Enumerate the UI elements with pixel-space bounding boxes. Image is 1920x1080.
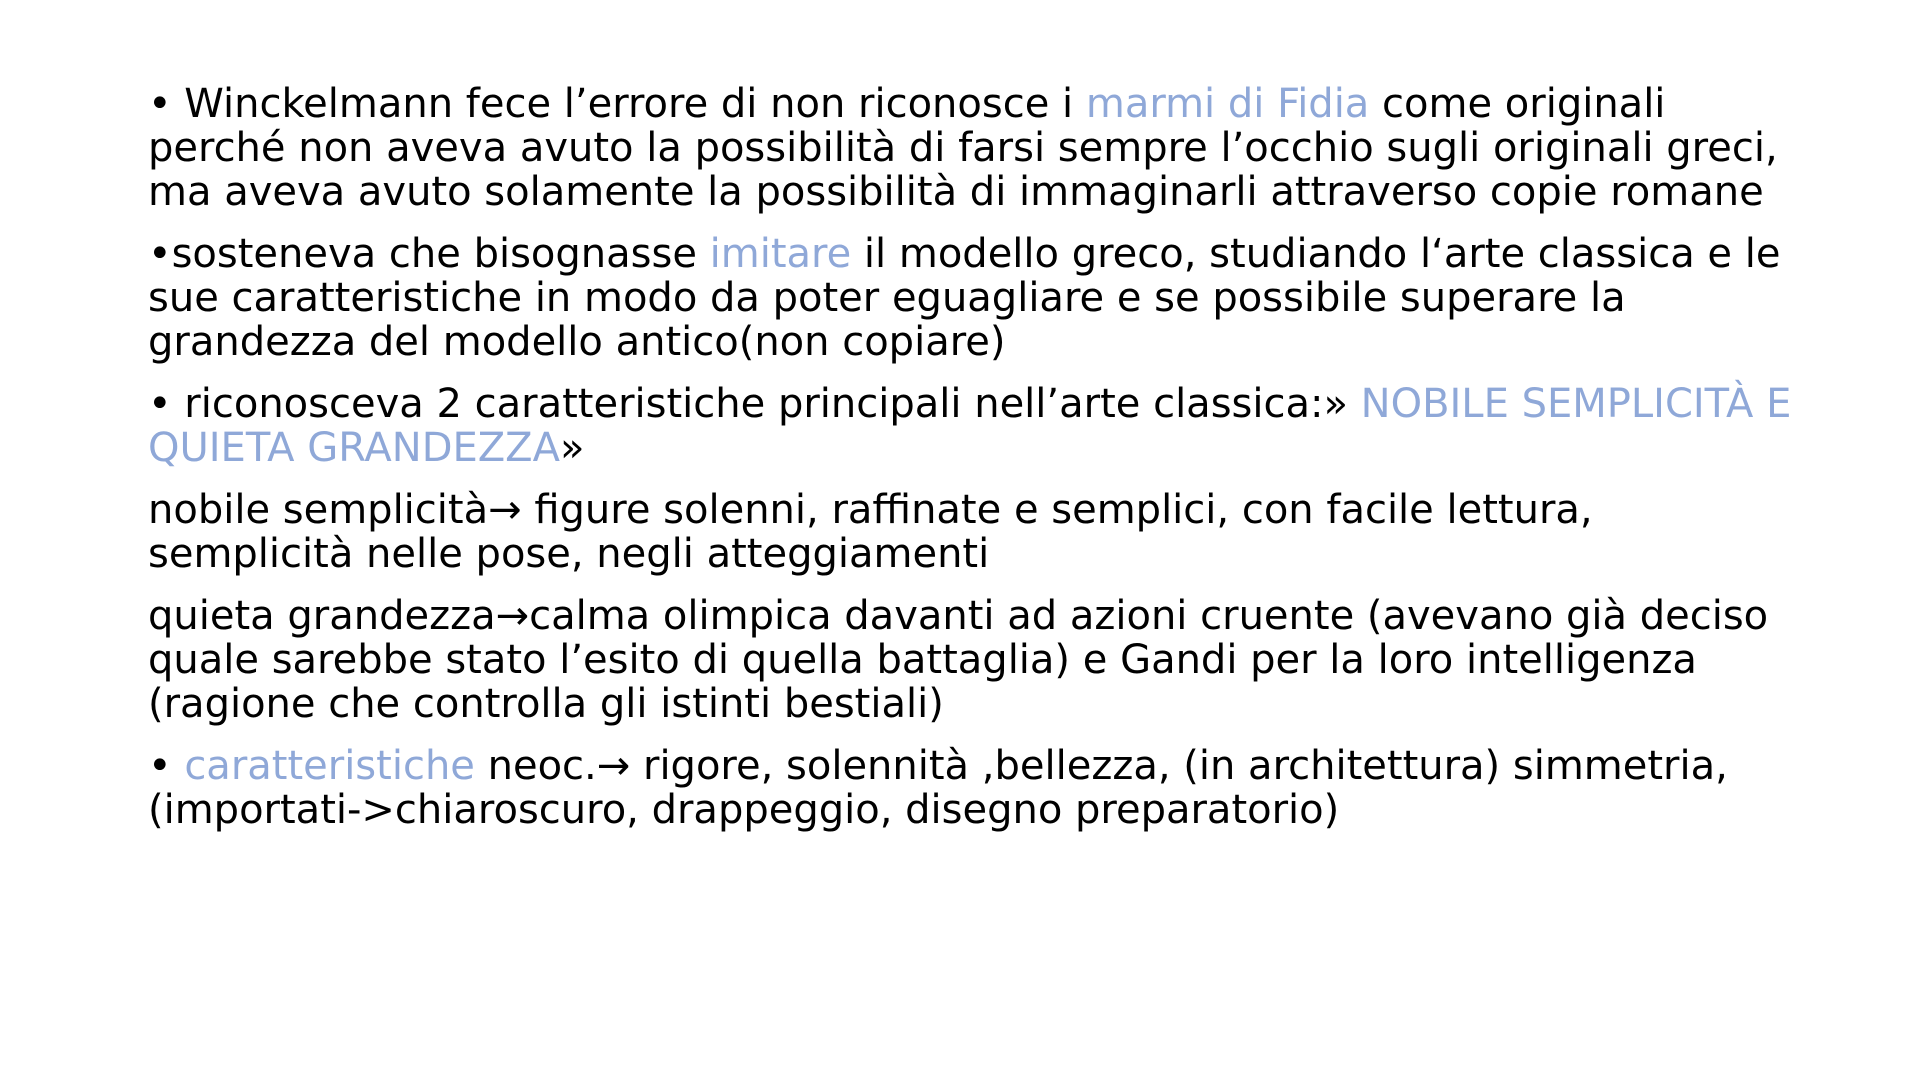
bullet-winckelmann-error — [148, 82, 1798, 214]
highlight-imitare: imitare — [709, 231, 852, 277]
text-segment: •sosteneva che bisognasse — [148, 231, 710, 277]
para-nobile-semplicita — [148, 488, 1798, 576]
text-segment: quieta grandezza→calma olimpica davanti ad azioni cruente (avevano già deciso quale sarebbe stato l’esito di quella battaglia) e Gandi per la loro intelligenza (ragione che controlla gli istinti bestiali) — [148, 593, 1769, 727]
text-segment: » — [559, 425, 585, 471]
text-segment: nobile semplicità→ figure solenni, raffinate e semplici, con facile lettura, semplicità nelle pose, negli atteggiamenti — [148, 487, 1593, 577]
bullet-imitare — [148, 232, 1798, 364]
text-segment: il modello greco, studiando l‘arte classica e le sue caratteristiche in modo da poter eguagliare e se possibile superare la grandezza del modello antico(non copiare) — [148, 231, 1781, 365]
text-segment: • riconosceva 2 caratteristiche principali nell’arte classica:» — [148, 381, 1361, 427]
text-segment: • — [148, 743, 185, 789]
highlight-marmi-di-fidia: marmi di Fidia — [1085, 81, 1370, 127]
bullet-two-characteristics — [148, 382, 1798, 470]
text-segment: • Winckelmann fece l’errore di non riconosce i — [148, 81, 1086, 127]
bullet-caratteristiche-neoc — [148, 744, 1798, 832]
highlight-caratteristiche: caratteristiche — [184, 743, 475, 789]
para-quieta-grandezza — [148, 594, 1798, 726]
highlight-nobile-semplicita: NOBILE SEMPLICITÀ E QUIETA GRANDEZZA — [148, 381, 1792, 471]
text-segment: come originali perché non aveva avuto la possibilità di farsi sempre l’occhio sugli originali greci, ma aveva avuto solamente la possibilità di immaginarli attraverso copie romane — [148, 81, 1778, 215]
text-segment: neoc.→ rigore, solennità ,bellezza, (in architettura) simmetria, (importati->chiaroscuro, drappeggio, disegno preparatorio) — [148, 743, 1728, 833]
slide-body — [148, 82, 1798, 850]
